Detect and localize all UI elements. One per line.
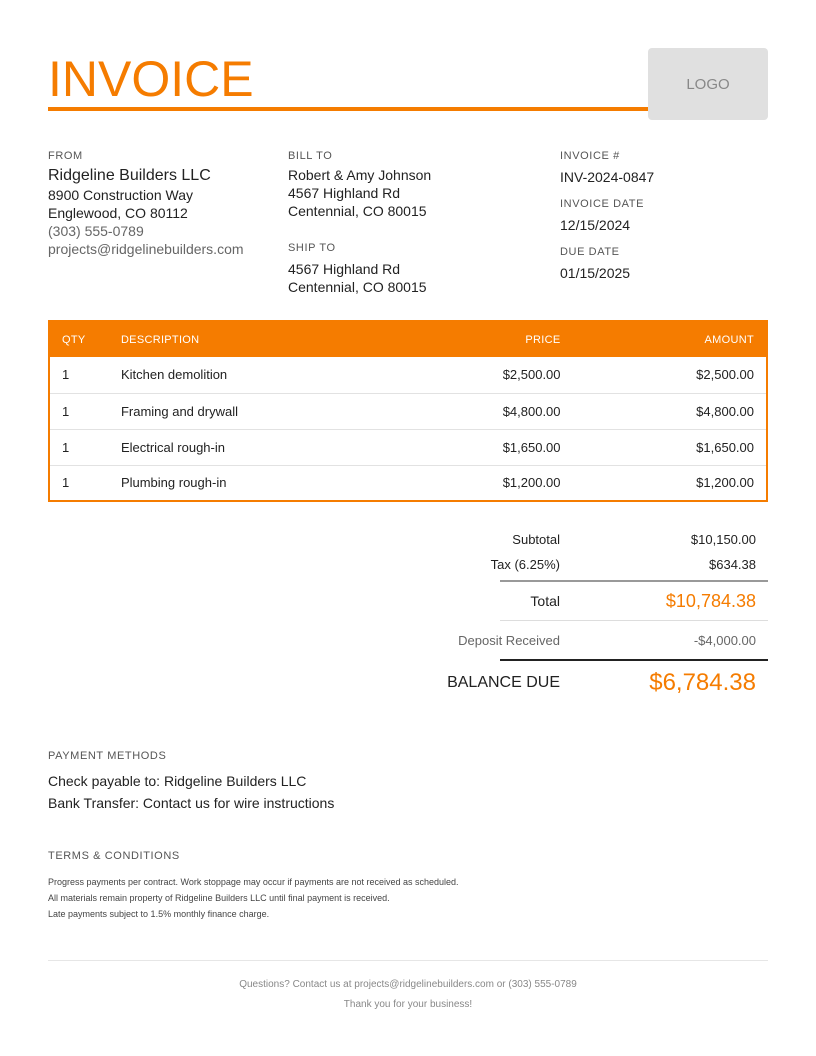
invoice-number: INV-2024-0847 xyxy=(560,169,655,185)
totals-section xyxy=(430,526,768,705)
payment-method-bank: Bank Transfer: Contact us for wire instructions xyxy=(48,795,335,811)
subtotal-label: Subtotal xyxy=(512,531,560,547)
from-address-line2: Englewood, CO 80112 xyxy=(48,205,188,221)
due-date-label: DUE DATE xyxy=(560,246,620,258)
deposit-value: -$4,000.00 xyxy=(693,632,756,648)
terms-line: All materials remain property of Ridgeline Builders LLC until final payment is received. xyxy=(48,893,390,903)
footer-divider xyxy=(48,960,768,961)
row-qty: 1 xyxy=(49,465,109,501)
row-amount: $4,800.00 xyxy=(573,393,767,429)
subtotal-row xyxy=(430,526,768,552)
row-description: Electrical rough-in xyxy=(109,429,378,465)
bill-to-address-line2: Centennial, CO 80015 xyxy=(288,203,427,219)
logo-text: LOGO xyxy=(686,75,730,93)
table-row xyxy=(49,393,767,429)
bill-to-name: Robert & Amy Johnson xyxy=(288,167,432,183)
bill-to-label: BILL TO xyxy=(288,150,333,162)
row-price: $4,800.00 xyxy=(378,393,572,429)
balance-due-row xyxy=(430,661,768,705)
from-address-line1: 8900 Construction Way xyxy=(48,187,193,203)
terms-section xyxy=(48,850,459,922)
deposit-row xyxy=(430,621,768,659)
subtotal-value: $10,150.00 xyxy=(690,531,756,547)
bill-to-section xyxy=(288,150,431,220)
row-price: $1,650.00 xyxy=(378,429,572,465)
row-price: $1,200.00 xyxy=(378,465,572,501)
balance-due-value: $6,784.38 xyxy=(649,669,756,696)
payment-methods-section xyxy=(48,750,334,816)
terms-line: Progress payments per contract. Work stoppage may occur if payments are not received as scheduled. xyxy=(48,877,459,887)
tax-row xyxy=(430,552,768,576)
tax-value: $634.38 xyxy=(709,556,756,572)
payment-methods-label: PAYMENT METHODS xyxy=(48,750,167,762)
invoice-title: INVOICE xyxy=(48,51,254,107)
footer-thanks: Thank you for your business! xyxy=(343,999,473,1010)
ship-to-address-line1: 4567 Highland Rd xyxy=(288,261,401,277)
total-row xyxy=(430,582,768,620)
terms-line: Late payments subject to 1.5% monthly finance charge. xyxy=(48,909,270,919)
row-description: Framing and drywall xyxy=(109,393,378,429)
bill-to-address-line1: 4567 Highland Rd xyxy=(288,185,401,201)
row-amount: $1,650.00 xyxy=(573,429,767,465)
invoice-number-label: INVOICE # xyxy=(560,150,620,162)
line-items-table xyxy=(48,320,768,502)
logo-placeholder xyxy=(648,48,768,120)
balance-due-label: BALANCE DUE xyxy=(447,674,560,691)
title-divider xyxy=(48,107,648,111)
invoice-meta-section xyxy=(560,150,654,294)
terms-label: TERMS & CONDITIONS xyxy=(48,850,180,862)
invoice-date-label: INVOICE DATE xyxy=(560,198,645,210)
from-email: projects@ridgelinebuilders.com xyxy=(48,241,244,257)
row-qty: 1 xyxy=(49,393,109,429)
column-header-amount: AMOUNT xyxy=(573,321,767,357)
from-phone: (303) 555-0789 xyxy=(48,223,144,239)
table-row xyxy=(49,429,767,465)
from-section xyxy=(48,150,244,258)
row-amount: $2,500.00 xyxy=(696,367,754,383)
invoice-date: 12/15/2024 xyxy=(560,217,631,233)
ship-to-label: SHIP TO xyxy=(288,242,336,254)
ship-to-address-line2: Centennial, CO 80015 xyxy=(288,279,427,295)
row-qty: 1 xyxy=(49,429,109,465)
row-price: $2,500.00 xyxy=(502,367,561,383)
table-header-row xyxy=(49,321,767,357)
footer-contact: Questions? Contact us at projects@ridgelinebuilders.com or (303) 555-0789 xyxy=(239,979,577,990)
payment-method-check: Check payable to: Ridgeline Builders LLC xyxy=(48,773,307,789)
row-description: Plumbing rough-in xyxy=(109,465,378,501)
deposit-label: Deposit Received xyxy=(458,632,560,648)
total-label: Total xyxy=(530,593,560,609)
from-label: FROM xyxy=(48,150,83,162)
column-header-price: PRICE xyxy=(378,321,572,357)
total-value: $10,784.38 xyxy=(665,590,756,611)
ship-to-section xyxy=(288,242,427,296)
row-qty: 1 xyxy=(62,367,70,383)
from-company-name: Ridgeline Builders LLC xyxy=(48,167,211,184)
tax-label: Tax (6.25%) xyxy=(490,556,560,572)
table-row xyxy=(49,357,767,393)
row-description: Kitchen demolition xyxy=(120,367,228,383)
column-header-qty: QTY xyxy=(49,321,109,357)
due-date: 01/15/2025 xyxy=(560,265,631,281)
column-header-description: DESCRIPTION xyxy=(109,321,378,357)
table-row xyxy=(49,465,767,501)
row-amount: $1,200.00 xyxy=(573,465,767,501)
